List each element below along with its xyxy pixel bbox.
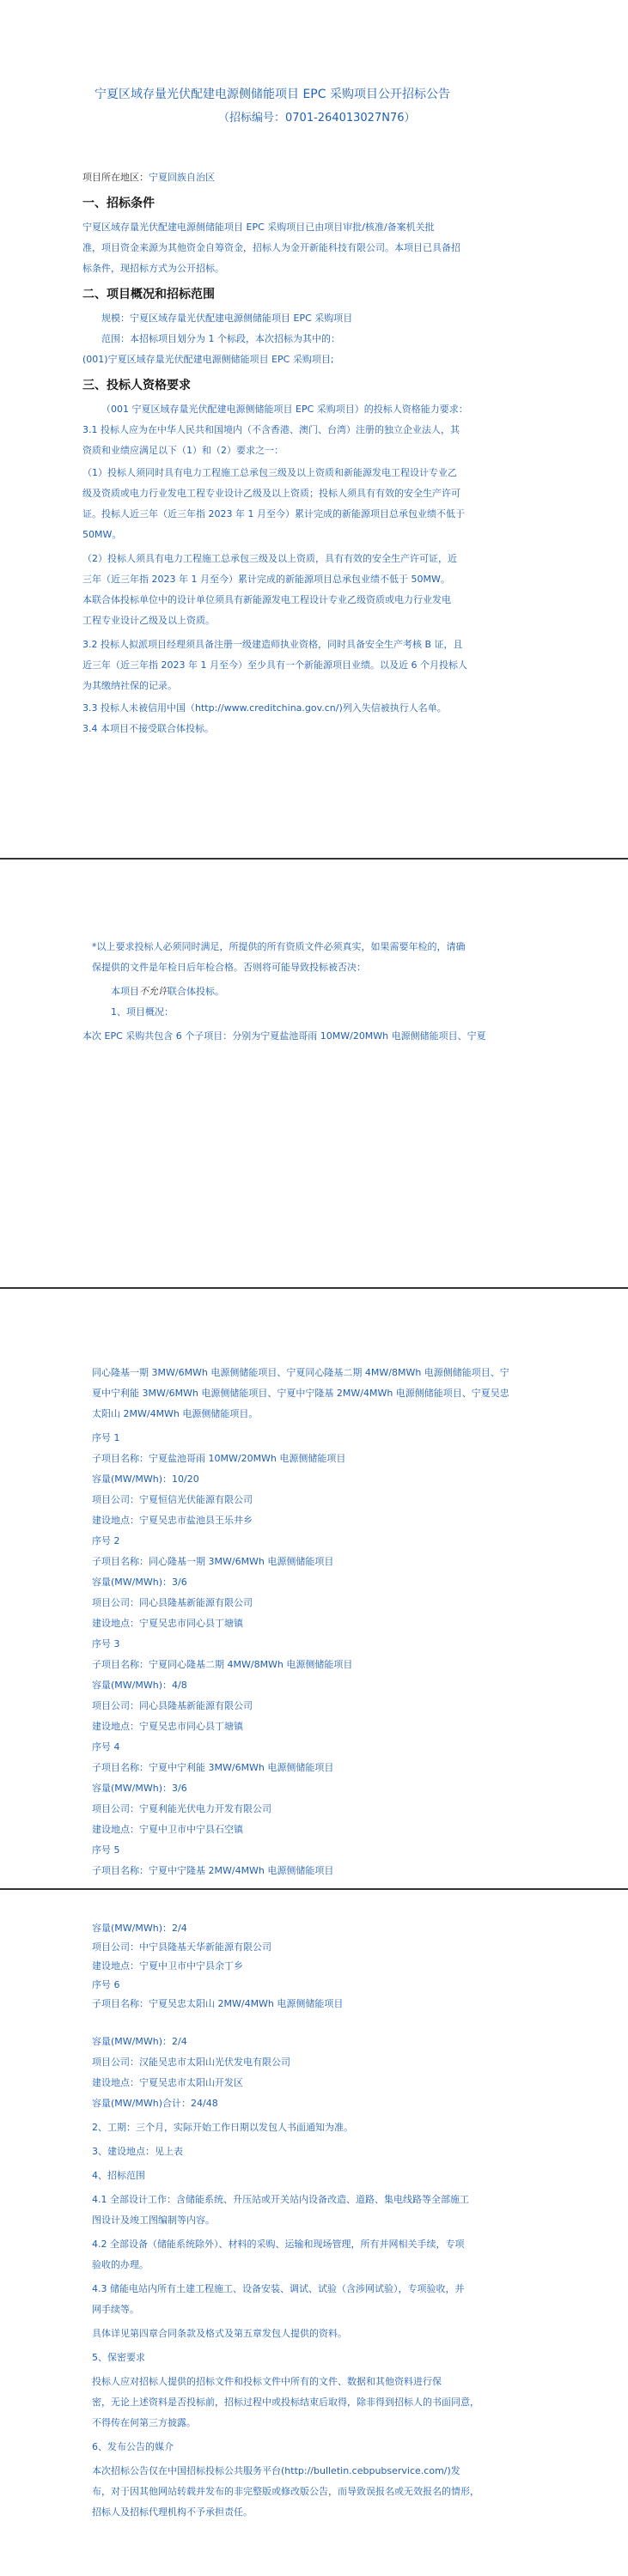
item-capacity: 容量(MW/MWh)：4/8 — [92, 1680, 187, 1691]
section-3-line: 3.4 本项目不接受联合体投标。 — [82, 723, 214, 734]
item-name: 子项目名称：宁夏吴忠太阳山 2MW/4MWh 电源侧储能项目 — [92, 1998, 344, 2009]
document-page-1 — [0, 0, 628, 859]
item-capacity: 容量(MW/MWh)：3/6 — [92, 1577, 187, 1588]
body-line: 招标人及招标代理机构不予承担责任。 — [92, 2506, 253, 2518]
section-1-line: 宁夏区域存量光伏配建电源侧储能项目 EPC 采购项目已由项目审批/核准/备案机关批 — [82, 222, 435, 233]
section-3-line: 证。投标人近三年（近三年指 2023 年 1 月至今）累计完成的新能源项目总承包业绩不低于 — [82, 508, 465, 519]
consortium-prefix: 本项目 — [111, 986, 139, 997]
body-line: 投标人应对招标人提供的招标文件和投标文件中所有的文件、数据和其他资料进行保 — [92, 2376, 442, 2387]
item-site: 建设地点：宁夏吴忠市同心县丁塘镇 — [92, 1618, 243, 1629]
item-company: 项目公司：宁夏利能光伏电力开发有限公司 — [92, 1803, 271, 1814]
section-2-heading: 二、项目概况和招标范围 — [82, 288, 215, 301]
body-line: 密，无论上述资料是否投标前，招标过程中或投标结束后取得，除非得到招标人的书面同意， — [92, 2397, 479, 2408]
consortium-suffix: 联合体投标。 — [168, 986, 224, 997]
tender-number: （招标编号：0701-264013027N76） — [218, 112, 416, 125]
item-capacity: 容量(MW/MWh)：10/20 — [92, 1473, 199, 1485]
location-line — [82, 172, 215, 184]
body-line: 5、保密要求 — [92, 2352, 145, 2363]
item-number: 序号 4 — [92, 1741, 120, 1753]
announcement-title: 宁夏区域存量光伏配建电源侧储能项目 EPC 采购项目公开招标公告 — [95, 88, 450, 101]
section-1-line: 准，项目资金来源为其他资金自筹资金，招标人为金开新能科技有限公司。本项目已具备招 — [82, 242, 460, 253]
consortium-line — [111, 986, 224, 998]
body-line: 验收的办理。 — [92, 2259, 149, 2270]
section-3-line: 50MW。 — [82, 529, 122, 540]
item-company: 项目公司：同心县隆基新能源有限公司 — [92, 1700, 253, 1711]
location-value: 宁夏回族自治区 — [149, 172, 215, 183]
item-name: 子项目名称：宁夏盐池哥雨 10MW/20MWh 电源侧储能项目 — [92, 1453, 346, 1464]
section-3-line: 工程专业设计乙级及以上资质。 — [82, 615, 215, 626]
section-1-line: 标条件，现招标方式为公开招标。 — [82, 263, 224, 274]
body-line: 图设计及竣工图编制等内容。 — [92, 2215, 215, 2226]
location-label: 项目所在地区： — [82, 172, 149, 183]
overview-continued: 夏中宁利能 3MW/6MWh 电源侧储能项目、宁夏中宁隆基 2MW/4MWh 电源侧储能项目、宁夏吴忠 — [92, 1388, 509, 1399]
section-3-line: （2）投标人须具有电力工程施工总承包三级及以上资质，具有有效的安全生产许可证，近 — [82, 553, 457, 564]
item-company: 项目公司：同心县隆基新能源有限公司 — [92, 1597, 253, 1608]
consortium-value: 不允许 — [139, 986, 168, 997]
section-3-heading: 三、投标人资格要求 — [82, 379, 191, 392]
item-capacity: 容量(MW/MWh)：3/6 — [92, 1783, 187, 1794]
item-number: 序号 6 — [92, 1979, 120, 1990]
document-page-2 — [0, 860, 628, 1287]
body-line: 网手续等。 — [92, 2304, 139, 2315]
section-3-line: 3.3 投标人未被信用中国（http://www.creditchina.gov.cn/)列入失信被执行人名单。 — [82, 702, 447, 714]
item-name: 子项目名称：宁夏同心隆基二期 4MW/8MWh 电源侧储能项目 — [92, 1659, 353, 1670]
section-3-line: 本联合体投标单位中的设计单位须具有新能源发电工程设计专业乙级资质或电力行业发电 — [82, 594, 451, 605]
section-3-line: （1）投标人须同时具有电力工程施工总承包三级及以上资质和新能源发电工程设计专业乙 — [82, 467, 457, 478]
item-company: 项目公司：中宁县隆基天华新能源有限公司 — [92, 1941, 271, 1953]
item-number: 序号 2 — [92, 1535, 120, 1546]
section-1-heading: 一、招标条件 — [82, 197, 155, 210]
section-3-line: 3.2 投标人拟派项目经理须具备注册一级建造师执业资格，同时具备安全生产考核 B 证，且 — [82, 639, 463, 650]
requirement-note: 保提供的文件是年检日后年检合格。否则将可能导致投标被否决： — [92, 962, 366, 973]
body-line: 项目公司：汉能吴忠市太阳山光伏发电有限公司 — [92, 2057, 290, 2068]
section-2-line: 范围：本招标项目划分为 1 个标段，本次招标为其中的： — [101, 333, 340, 344]
body-line: 不得传在何第三方披露。 — [92, 2417, 196, 2428]
item-number: 序号 1 — [92, 1432, 120, 1443]
body-line: 容量(MW/MWh)合计：24/48 — [92, 2098, 218, 2109]
body-line: 2、工期：三个月，实际开始工作日期以发包人书面通知为准。 — [92, 2122, 353, 2133]
overview-continued: 太阳山 2MW/4MWh 电源侧储能项目。 — [92, 1408, 259, 1419]
body-line: 4.3 储能电站内所有土建工程施工、设备安装、调试、试验（含涉网试验），专项验收，并 — [92, 2283, 465, 2294]
body-line: 建设地点：宁夏吴忠市太阳山开发区 — [92, 2077, 243, 2088]
body-line: 具体详见第四章合同条款及格式及第五章发包人提供的资料。 — [92, 2328, 347, 2339]
section-3-line: 资质和业绩应满足以下（1）和（2）要求之一： — [82, 445, 284, 456]
body-line: 布，对于因其他网站转载并发布的非完整版或修改版公告，而导致误报名或无效报名的情形， — [92, 2486, 479, 2497]
item-capacity: 容量(MW/MWh)：2/4 — [92, 1923, 187, 1934]
item-company: 项目公司：宁夏恒信光伏能源有限公司 — [92, 1494, 253, 1505]
overview-continued: 同心隆基一期 3MW/6MWh 电源侧储能项目、宁夏同心隆基二期 4MW/8MWh 电源侧储能项目、宁 — [92, 1367, 509, 1378]
document-page-3 — [0, 1289, 628, 1888]
section-3-line: 为其缴纳社保的记录。 — [82, 680, 177, 691]
body-line: 6、发布公告的媒介 — [92, 2441, 174, 2452]
item-name: 子项目名称：宁夏中宁隆基 2MW/4MWh 电源侧储能项目 — [92, 1865, 334, 1876]
section-3-line: 3.1 投标人应为在中华人民共和国境内（不含香港、澳门、台湾）注册的独立企业法人，其 — [82, 424, 460, 435]
item-site: 建设地点：宁夏吴忠市同心县丁塘镇 — [92, 1721, 243, 1732]
document-page-4 — [0, 1890, 628, 2576]
item-number: 序号 3 — [92, 1638, 120, 1649]
item-site: 建设地点：宁夏中卫市中宁县石空镇 — [92, 1824, 243, 1835]
body-line: 3、建设地点：见上表 — [92, 2146, 183, 2157]
overview-intro: 本次 EPC 采购共包含 6 个子项目：分别为宁夏盐池哥雨 10MW/20MWh 电源侧储能项目、宁夏 — [82, 1030, 486, 1042]
requirement-note: *以上要求投标人必须同时满足，所提供的所有资质文件必须真实，如果需要年检的，请确 — [92, 941, 466, 952]
item-site: 建设地点：宁夏中卫市中宁县余丁乡 — [92, 1960, 243, 1971]
section-3-line: （001 宁夏区域存量光伏配建电源侧储能项目 EPC 采购项目）的投标人资格能力要求： — [101, 404, 468, 415]
item-name: 子项目名称：宁夏中宁利能 3MW/6MWh 电源侧储能项目 — [92, 1762, 334, 1773]
section-2-line: 规模：宁夏区域存量光伏配建电源侧储能项目 EPC 采购项目 — [101, 313, 353, 324]
section-3-line: 三年（近三年指 2023 年 1 月至今）累计完成的新能源项目总承包业绩不低于 50MW。 — [82, 574, 450, 585]
section-2-line: (001)宁夏区域存量光伏配建电源侧储能项目 EPC 采购项目; — [82, 354, 334, 365]
body-line: 4.2 全部设备（储能系统除外）、材料的采购、运输和现场管理，所有并网相关手续，专项 — [92, 2239, 465, 2250]
overview-heading: 1、项目概况： — [111, 1006, 174, 1018]
section-3-line: 级及资质或电力行业发电工程专业设计乙级及以上资质；投标人须具有有效的安全生产许可 — [82, 488, 460, 499]
item-site: 建设地点：宁夏吴忠市盐池县王乐井乡 — [92, 1515, 253, 1526]
section-3-line: 近三年（近三年指 2023 年 1 月至今）至少具有一个新能源项目业绩。以及近 6 个月投标人 — [82, 659, 467, 671]
body-line: 容量(MW/MWh)：2/4 — [92, 2036, 187, 2047]
body-line: 4、招标范围 — [92, 2170, 145, 2181]
body-line: 本次招标公告仅在中国招标投标公共服务平台(http://bulletin.cebpubservice.com/)发 — [92, 2465, 460, 2476]
item-number: 序号 5 — [92, 1844, 120, 1856]
item-name: 子项目名称：同心隆基一期 3MW/6MWh 电源侧储能项目 — [92, 1556, 334, 1567]
body-line: 4.1 全部设计工作：含储能系统、升压站或开关站内设备改造、道路、集电线路等全部施工 — [92, 2194, 469, 2205]
